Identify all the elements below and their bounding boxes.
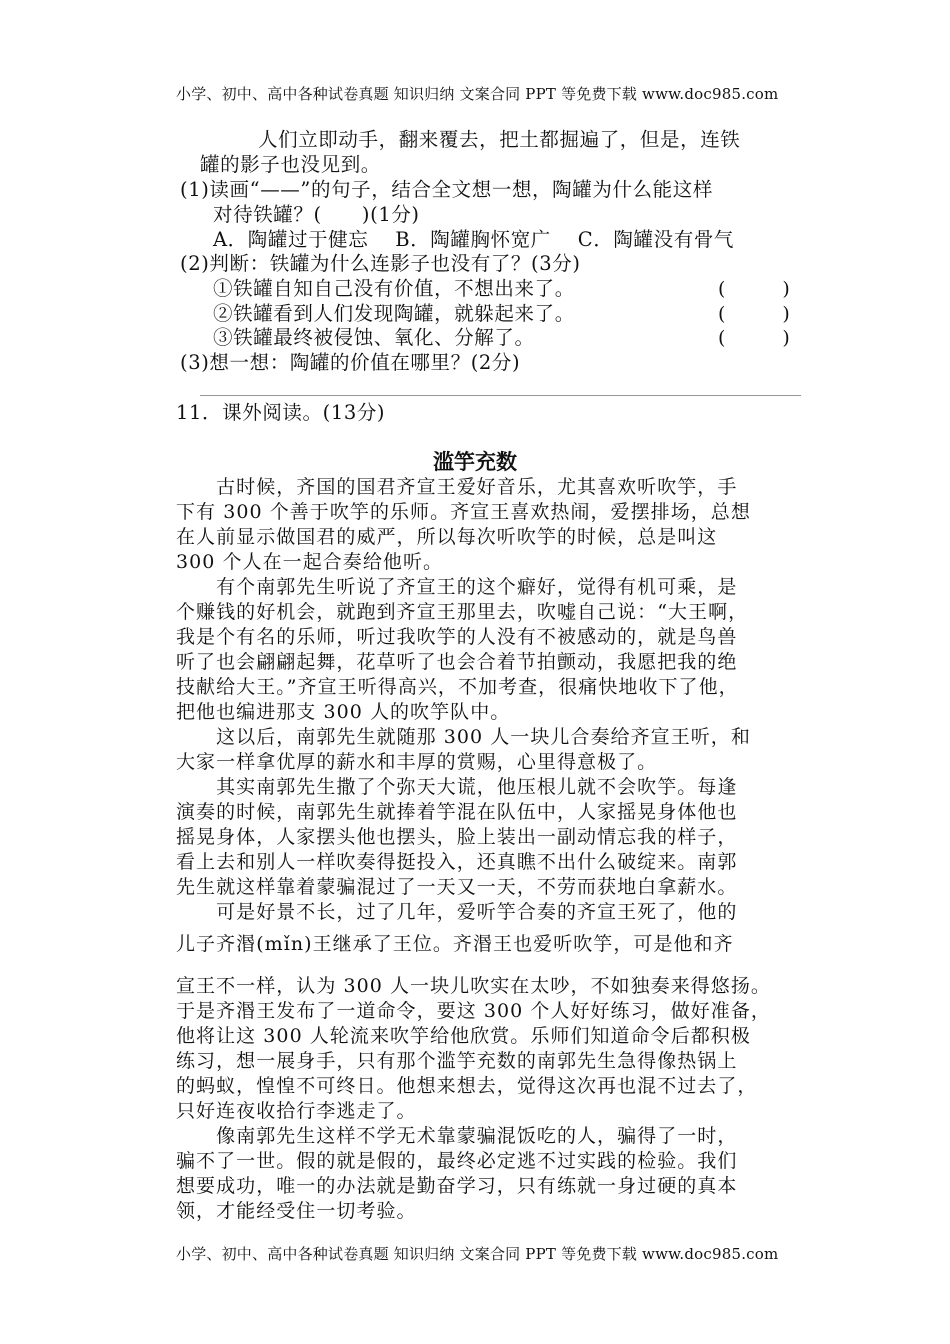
question-3: (3)想一想：陶罐的价值在哪里？(2分) (180, 351, 521, 374)
passage-line: 看上去和别人一样吹奏得挺投入，还真瞧不出什么破绽来。南郭 (176, 851, 738, 873)
passage-line: 于是齐湣王发布了一道命令，要这 300 个人好好练习，做好准备， (176, 1000, 771, 1022)
passage-line: 只好连夜收拾行李逃走了。 (176, 1100, 417, 1122)
question-1: (1)读画“——”的句子，结合全文想一想，陶罐为什么能这样 (180, 178, 713, 201)
passage-line: 古时候，齐国的国君齐宣王爱好音乐，尤其喜欢听吹竽，手 (176, 476, 738, 498)
passage-line: 这以后，南郭先生就随那 300 人一块儿合奏给齐宣王听，和 (176, 726, 751, 748)
passage-line: 我是个有名的乐师，听过我吹竽的人没有不被感动的，就是鸟兽 (176, 626, 738, 648)
passage-line: 其实南郭先生撒了个弥天大谎，他压根儿就不会吹竽。每逢 (176, 776, 738, 798)
passage-title: 滥竽充数 (433, 450, 517, 474)
passage-line: 骗不了一世。假的就是假的，最终必定逃不过实践的检验。我们 (176, 1150, 738, 1172)
passage-line: 儿子齐湣(mǐn)王继承了王位。齐湣王也爱听吹竽，可是他和齐 (176, 933, 734, 955)
passage-line: 把他也编进那支 300 人的吹竽队中。 (176, 701, 511, 723)
passage-line: 可是好景不长，过了几年，爱听竽合奏的齐宣王死了，他的 (176, 901, 738, 923)
passage-line: 在人前显示做国君的威严，所以每次听吹竽的时候，总是叫这 (176, 526, 718, 548)
answer-line (200, 395, 801, 396)
section-heading: 11．课外阅读。(13分) (176, 401, 386, 424)
page-header: 小学、初中、高中各种试卷真题 知识归纳 文案合同 PPT 等免费下载 www.doc985.com (176, 85, 779, 103)
passage-line: 领，才能经受住一切考验。 (176, 1200, 417, 1222)
passage-line: 技献给大王。”齐宣王听得高兴，不加考查，很痛快地收下了他， (176, 676, 739, 698)
passage-line: 个赚钱的好机会，就跑到齐宣王那里去，吹嘘自己说：“大王啊， (176, 601, 749, 623)
judgement-item: ①铁罐自知自己没有价值，不想出来了。 (213, 277, 575, 300)
passage-line: 下有 300 个善于吹竽的乐师。齐宣王喜欢热闹，爱摆排场，总想 (176, 501, 751, 523)
question-1-options: A．陶罐过于健忘 B．陶罐胸怀宽广 C．陶罐没有骨气 (213, 228, 735, 251)
answer-parentheses: ( ) (718, 327, 790, 349)
passage-line: 练习，想一展身手，只有那个滥竽充数的南郭先生急得像热锅上 (176, 1050, 738, 1072)
passage-line: 摇晃身体，人家摆头他也摆头，脸上装出一副动情忘我的样子， (176, 826, 738, 848)
judgement-item: ②铁罐看到人们发现陶罐，就躲起来了。 (213, 302, 575, 325)
passage-line: 300 个人在一起合奏给他听。 (176, 551, 444, 573)
passage-line: 有个南郭先生听说了齐宣王的这个癖好，觉得有机可乘，是 (176, 576, 738, 598)
question-2: (2)判断：铁罐为什么连影子也没有了？(3分) (180, 252, 581, 275)
answer-parentheses: ( ) (718, 303, 790, 325)
passage-line: 先生就这样靠着蒙骗混过了一天又一天，不劳而获地白拿薪水。 (176, 876, 738, 898)
page-footer: 小学、初中、高中各种试卷真题 知识归纳 文案合同 PPT 等免费下载 www.doc985.com (176, 1245, 779, 1263)
prev-passage-line: 人们立即动手，翻来覆去，把土都掘遍了，但是，连铁 (258, 128, 741, 151)
passage-line: 像南郭先生这样不学无术靠蒙骗混饭吃的人，骗得了一时， (176, 1125, 738, 1147)
prev-passage-line: 罐的影子也没见到。 (200, 153, 381, 176)
passage-line: 听了也会翩翩起舞，花草听了也会合着节拍颤动，我愿把我的绝 (176, 651, 738, 673)
passage-line: 宣王不一样，认为 300 人一块儿吹实在太吵，不如独奏来得悠扬。 (176, 975, 771, 997)
passage-line: 演奏的时候，南郭先生就捧着竽混在队伍中，人家摇晃身体他也 (176, 801, 738, 823)
passage-line: 想要成功，唯一的办法就是勤奋学习，只有练就一身过硬的真本 (176, 1175, 738, 1197)
question-1-continued: 对待铁罐？( )(1分) (213, 203, 420, 226)
answer-parentheses: ( ) (718, 278, 790, 300)
judgement-item: ③铁罐最终被侵蚀、氧化、分解了。 (213, 326, 535, 349)
passage-line: 他将让这 300 人轮流来吹竽给他欣赏。乐师们知道命令后都积极 (176, 1025, 751, 1047)
passage-line: 大家一样拿优厚的薪水和丰厚的赏赐，心里得意极了。 (176, 751, 658, 773)
passage-line: 的蚂蚁，惶惶不可终日。他想来想去，觉得这次再也混不过去了， (176, 1075, 758, 1097)
